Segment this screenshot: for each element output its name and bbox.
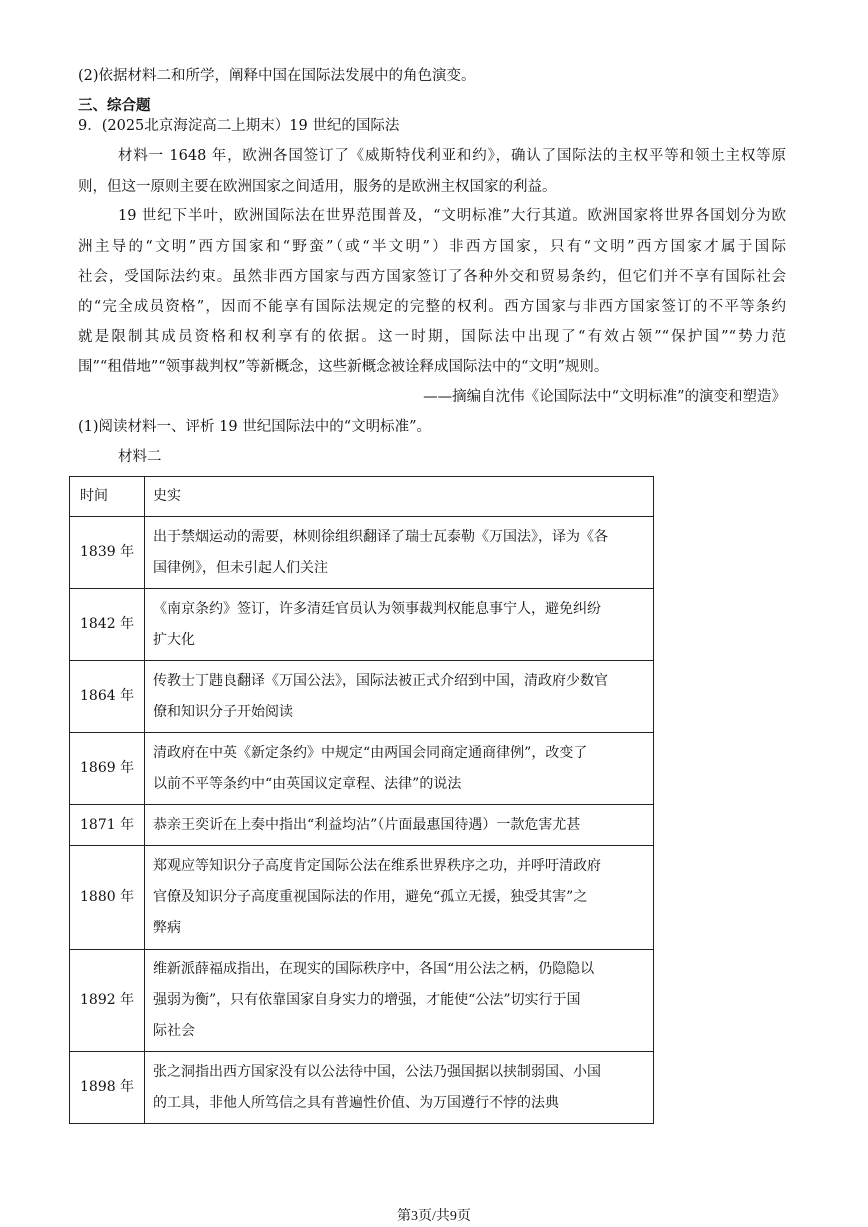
row-fact (145, 733, 654, 805)
row-year: 1898 年 (70, 1052, 145, 1124)
fact-line: 出于禁烟运动的需要，林则徐组织翻译了瑞士瓦泰勒《万国法》，译为《各 (153, 528, 608, 545)
material1-line: 就是限制其成员资格和权利享有的依据。这一时期，国际法中出现了“有效占领”“保护国”“势力范 (78, 329, 786, 345)
row-fact (145, 1052, 654, 1124)
table-row (70, 517, 654, 589)
row-year: 1869 年 (70, 733, 145, 805)
material-2-label: 材料二 (118, 449, 162, 465)
fact-line: 僚和知识分子开始阅读 (153, 703, 293, 720)
question-2-prev: (2)依据材料二和所学，阐释中国在国际法发展中的角色演变。 (78, 68, 476, 84)
material1-line: 19 世纪下半叶，欧洲国际法在世界范围普及，“文明标准”大行其道。欧洲国家将世界各国划分为欧 (118, 208, 786, 224)
fact-line: 郑观应等知识分子高度肯定国际公法在维系世界秩序之功，并呼吁清政府 (153, 858, 601, 874)
question-9-header: 9．(2025北京海淀高二上期末）19 世纪的国际法 (78, 118, 400, 134)
material1-line: 社会，受国际法约束。虽然非西方国家与西方国家签订了各种外交和贸易条约，但它们并不享有国际社会 (78, 269, 786, 285)
row-fact (145, 846, 654, 950)
row-year: 1871 年 (70, 805, 145, 846)
row-fact (145, 950, 654, 1052)
section-heading: 三、综合题 (78, 97, 151, 114)
table-row (70, 805, 654, 846)
fact-line: 的工具，非他人所笃信之具有普遍性价值、为万国遵行不悖的法典 (153, 1094, 559, 1111)
row-year: 1842 年 (70, 589, 145, 661)
fact-line: 清政府在中英《新定条约》中规定“由两国会同商定通商律例”，改变了 (153, 744, 588, 761)
row-fact (145, 805, 654, 846)
page-footer: 第3页/共9页 (397, 1209, 471, 1224)
row-fact (145, 517, 654, 589)
fact-line: 弊病 (153, 920, 181, 936)
table-header-row (70, 477, 654, 517)
material1-line: 的“完全成员资格”，因而不能享有国际法规定的完整的权利。西方国家与非西方国家签订的不平等条约 (78, 299, 786, 315)
header-fact: 史实 (145, 477, 654, 517)
material1-line: 围”“租借地”“领事裁判权”等新概念，这些新概念被诠释成国际法中的“文明”规则。 (78, 359, 609, 375)
fact-line: 以前不平等条约中“由英国议定章程、法律”的说法 (153, 775, 462, 792)
table-row (70, 1052, 654, 1124)
fact-line: 传教士丁韪良翻译《万国公法》，国际法被正式介绍到中国，清政府少数官 (153, 672, 608, 689)
fact-line: 张之洞指出西方国家没有以公法待中国，公法乃强国据以挟制弱国、小国 (153, 1063, 601, 1080)
fact-line: 恭亲王奕䜣在上奏中指出“利益均沾”（片面最惠国待遇）一款危害尤甚 (153, 816, 581, 833)
table-row (70, 733, 654, 805)
material1-line: 材料一 1648 年，欧洲各国签订了《威斯特伐利亚和约》，确认了国际法的主权平等和领土主权等原 (118, 148, 786, 164)
fact-line: 扩大化 (153, 631, 195, 648)
fact-line: 际社会 (153, 1023, 195, 1039)
table-row (70, 589, 654, 661)
row-year: 1892 年 (70, 950, 145, 1052)
table-row (70, 661, 654, 733)
history-table (69, 476, 654, 1124)
fact-line: 维新派薛福成指出，在现实的国际秩序中，各国“用公法之柄，仍隐隐以 (153, 961, 595, 977)
header-time: 时间 (70, 477, 145, 517)
fact-line: 国律例》，但未引起人们关注 (153, 559, 328, 576)
fact-line: 官僚及知识分子高度重视国际法的作用，避免“孤立无援，独受其害”之 (153, 889, 588, 905)
fact-line: 《南京条约》签订，许多清廷官员认为领事裁判权能息事宁人，避免纠纷 (153, 600, 601, 617)
fact-line: 强弱为衡”，只有依靠国家自身实力的增强，才能使“公法”切实行于国 (153, 992, 581, 1008)
material1-source: ——摘编自沈伟《论国际法中“文明标准”的演变和塑造》 (423, 389, 786, 405)
row-year: 1880 年 (70, 846, 145, 950)
material1-line: 洲主导的“文明”西方国家和“野蛮”（或“半文明”）非西方国家，只有“文明”西方国家才属于国际 (78, 239, 786, 255)
row-fact (145, 661, 654, 733)
row-year: 1839 年 (70, 517, 145, 589)
row-fact (145, 589, 654, 661)
row-year: 1864 年 (70, 661, 145, 733)
question-1: (1)阅读材料一、评析 19 世纪国际法中的“文明标准”。 (78, 419, 432, 435)
table-row (70, 950, 654, 1052)
table-row (70, 846, 654, 950)
material1-line: 则，但这一原则主要在欧洲国家之间适用，服务的是欧洲主权国家的利益。 (78, 179, 557, 195)
